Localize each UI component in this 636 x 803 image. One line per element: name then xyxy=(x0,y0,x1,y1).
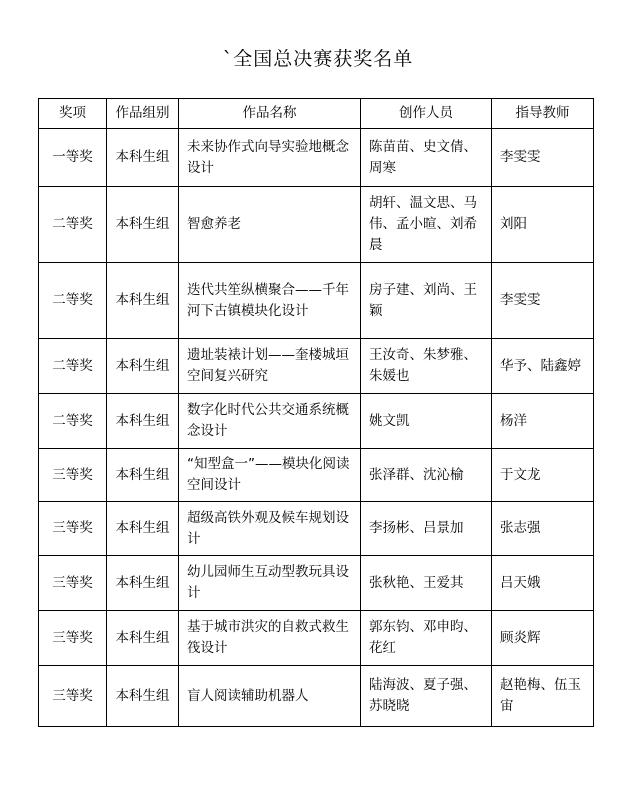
team-cell: 房子建、刘尚、王颖 xyxy=(361,263,492,339)
group-cell: 本科生组 xyxy=(107,556,179,611)
teacher-cell: 于文龙 xyxy=(492,449,594,502)
award-cell: 一等奖 xyxy=(39,129,107,187)
team-cell: 李扬彬、吕景加 xyxy=(361,502,492,556)
column-header-award: 奖项 xyxy=(39,99,107,129)
table-row xyxy=(39,263,594,339)
teacher-cell: 华予、陆鑫婷 xyxy=(492,339,594,394)
award-cell: 二等奖 xyxy=(39,263,107,339)
teacher-cell: 李雯雯 xyxy=(492,129,594,187)
group-cell: 本科生组 xyxy=(107,666,179,727)
award-cell: 三等奖 xyxy=(39,556,107,611)
teacher-cell: 杨洋 xyxy=(492,394,594,449)
table-row xyxy=(39,187,594,263)
group-cell: 本科生组 xyxy=(107,187,179,263)
team-cell: 陆海波、夏子强、苏晓晓 xyxy=(361,666,492,727)
team-cell: 陈苗苗、史文倩、周寒 xyxy=(361,129,492,187)
award-cell: 二等奖 xyxy=(39,339,107,394)
group-cell: 本科生组 xyxy=(107,611,179,666)
award-cell: 三等奖 xyxy=(39,449,107,502)
teacher-cell: 吕天娥 xyxy=(492,556,594,611)
team-cell: 胡轩、温文思、马伟、孟小暄、刘希晨 xyxy=(361,187,492,263)
team-cell: 张秋艳、王爱其 xyxy=(361,556,492,611)
group-cell: 本科生组 xyxy=(107,502,179,556)
group-cell: 本科生组 xyxy=(107,394,179,449)
work-title-cell: “知型盒一”——模块化阅读空间设计 xyxy=(179,449,361,502)
awards-table xyxy=(38,98,594,727)
team-cell: 张泽群、沈沁榆 xyxy=(361,449,492,502)
table-row xyxy=(39,449,594,502)
table-row xyxy=(39,339,594,394)
work-title-cell: 盲人阅读辅助机器人 xyxy=(179,666,361,727)
group-cell: 本科生组 xyxy=(107,339,179,394)
work-title-cell: 数字化时代公共交通系统概念设计 xyxy=(179,394,361,449)
work-title-cell: 迭代共笙纵横聚合——千年河下古镇模块化设计 xyxy=(179,263,361,339)
group-cell: 本科生组 xyxy=(107,449,179,502)
award-cell: 二等奖 xyxy=(39,394,107,449)
column-header-teacher: 指导教师 xyxy=(492,99,594,129)
work-title-cell: 基于城市洪灾的自救式救生筏设计 xyxy=(179,611,361,666)
group-cell: 本科生组 xyxy=(107,263,179,339)
table-row xyxy=(39,666,594,727)
teacher-cell: 赵艳梅、伍玉宙 xyxy=(492,666,594,727)
table-row xyxy=(39,556,594,611)
award-cell: 三等奖 xyxy=(39,666,107,727)
column-header-group: 作品组别 xyxy=(107,99,179,129)
work-title-cell: 智愈养老 xyxy=(179,187,361,263)
work-title-cell: 遗址装裱计划——奎楼城垣空间复兴研究 xyxy=(179,339,361,394)
table-row xyxy=(39,394,594,449)
award-cell: 三等奖 xyxy=(39,611,107,666)
award-cell: 三等奖 xyxy=(39,502,107,556)
team-cell: 姚文凯 xyxy=(361,394,492,449)
team-cell: 郭东钧、邓申昀、花红 xyxy=(361,611,492,666)
work-title-cell: 未来协作式向导实验地概念设计 xyxy=(179,129,361,187)
page-title: `全国总决赛获奖名单 xyxy=(222,48,414,70)
table-row xyxy=(39,502,594,556)
teacher-cell: 顾炎辉 xyxy=(492,611,594,666)
teacher-cell: 刘阳 xyxy=(492,187,594,263)
table-row xyxy=(39,611,594,666)
award-cell: 二等奖 xyxy=(39,187,107,263)
work-title-cell: 超级高铁外观及候车规划设计 xyxy=(179,502,361,556)
group-cell: 本科生组 xyxy=(107,129,179,187)
column-header-work: 作品名称 xyxy=(179,99,361,129)
header-row xyxy=(39,99,594,129)
team-cell: 王汝奇、朱梦雅、朱媛也 xyxy=(361,339,492,394)
work-title-cell: 幼儿园师生互动型教玩具设计 xyxy=(179,556,361,611)
column-header-team: 创作人员 xyxy=(361,99,492,129)
teacher-cell: 李雯雯 xyxy=(492,263,594,339)
table-row xyxy=(39,129,594,187)
teacher-cell: 张志强 xyxy=(492,502,594,556)
